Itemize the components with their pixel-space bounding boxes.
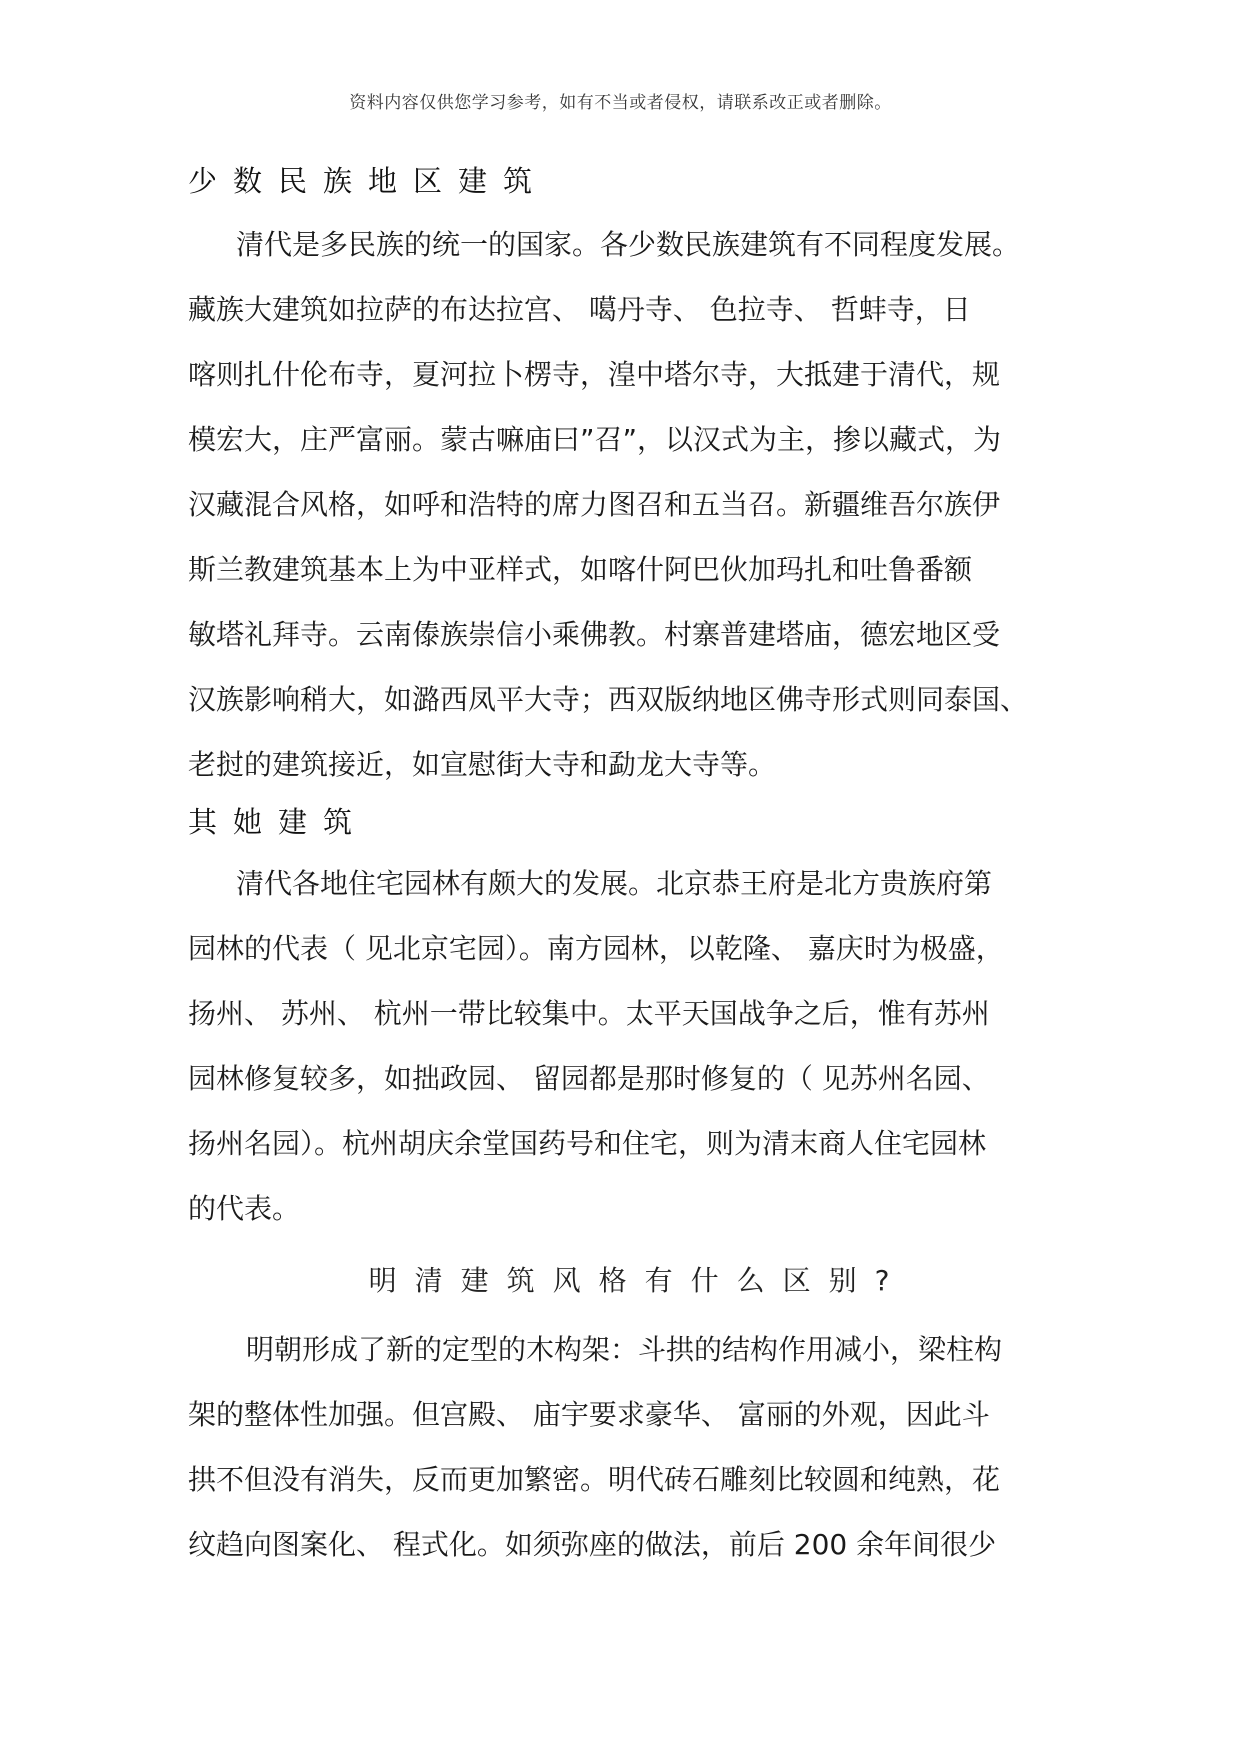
text-line: 清代是多民族的统一的国家。各少数民族建筑有不同程度发展。 [236,228,1021,261]
text-line: 汉藏混合风格，如呼和浩特的席力图召和五当召。新疆维吾尔族伊 [188,488,1001,521]
text-line: 喀则扎什伦布寺，夏河拉卜楞寺，湟中塔尔寺，大抵建于清代，规 [188,358,1001,391]
text-line: 藏族大建筑如拉萨的布达拉宫、 噶丹寺、 色拉寺、 哲蚌寺，日 [188,293,971,326]
text-line: 扬州名园）。杭州胡庆余堂国药号和住宅，则为清末商人住宅园林 [188,1127,987,1160]
text-line: 拱不但没有消失，反而更加繁密。明代砖石雕刻比较圆和纯熟，花 [188,1463,1001,1496]
text-line: 纹趋向图案化、 程式化。如须弥座的做法，前后 200 余年间很少 [188,1528,997,1561]
text-line: 汉族影响稍大，如潞西凤平大寺；西双版纳地区佛寺形式则同泰国、 [188,683,1029,716]
disclaimer-note: 资料内容仅供您学习参考，如有不当或者侵权，请联系改正或者删除。 [349,93,892,113]
text-line: 模宏大，庄严富丽。蒙古嘛庙曰”召”，以汉式为主，掺以藏式，为 [188,423,1002,456]
text-line: 斯兰教建筑基本上为中亚样式，如喀什阿巴伙加玛扎和吐鲁番额 [188,553,973,586]
text-line: 扬州、 苏州、 杭州一带比较集中。太平天国战争之后，惟有苏州 [188,997,990,1030]
text-line: 清代各地住宅园林有颇大的发展。北京恭王府是北方贵族府第 [236,867,993,900]
text-line: 架的整体性加强。但宫殿、 庙宇要求豪华、 富丽的外观，因此斗 [188,1398,990,1431]
paragraph-other-architecture [188,851,1088,1241]
text-line: 敏塔礼拜寺。云南傣族崇信小乘佛教。村寨普建塔庙，德宏地区受 [188,618,1001,651]
text-line: 明朝形成了新的定型的木构架：斗拱的结构作用减小，梁柱构 [246,1333,1003,1366]
section-heading-other-architecture: 其她建筑 [188,805,369,839]
text-line: 老挝的建筑接近，如宣慰街大寺和勐龙大寺等。 [188,748,777,781]
question-heading: 明清建筑风格有什么区别? [368,1264,908,1297]
document-body [188,160,1088,1577]
paragraph-ming-qing-difference [188,1317,1088,1577]
text-line: 园林修复较多，如拙政园、 留园都是那时修复的（ 见苏州名园、 [188,1062,990,1095]
text-line: 的代表。 [188,1192,301,1225]
section-heading-minority-architecture: 少数民族地区建筑 [188,164,549,198]
text-line: 园林的代表（ 见北京宅园）。南方园林，以乾隆、 嘉庆时为极盛， [188,932,1004,965]
paragraph-minority-architecture [188,212,1088,797]
